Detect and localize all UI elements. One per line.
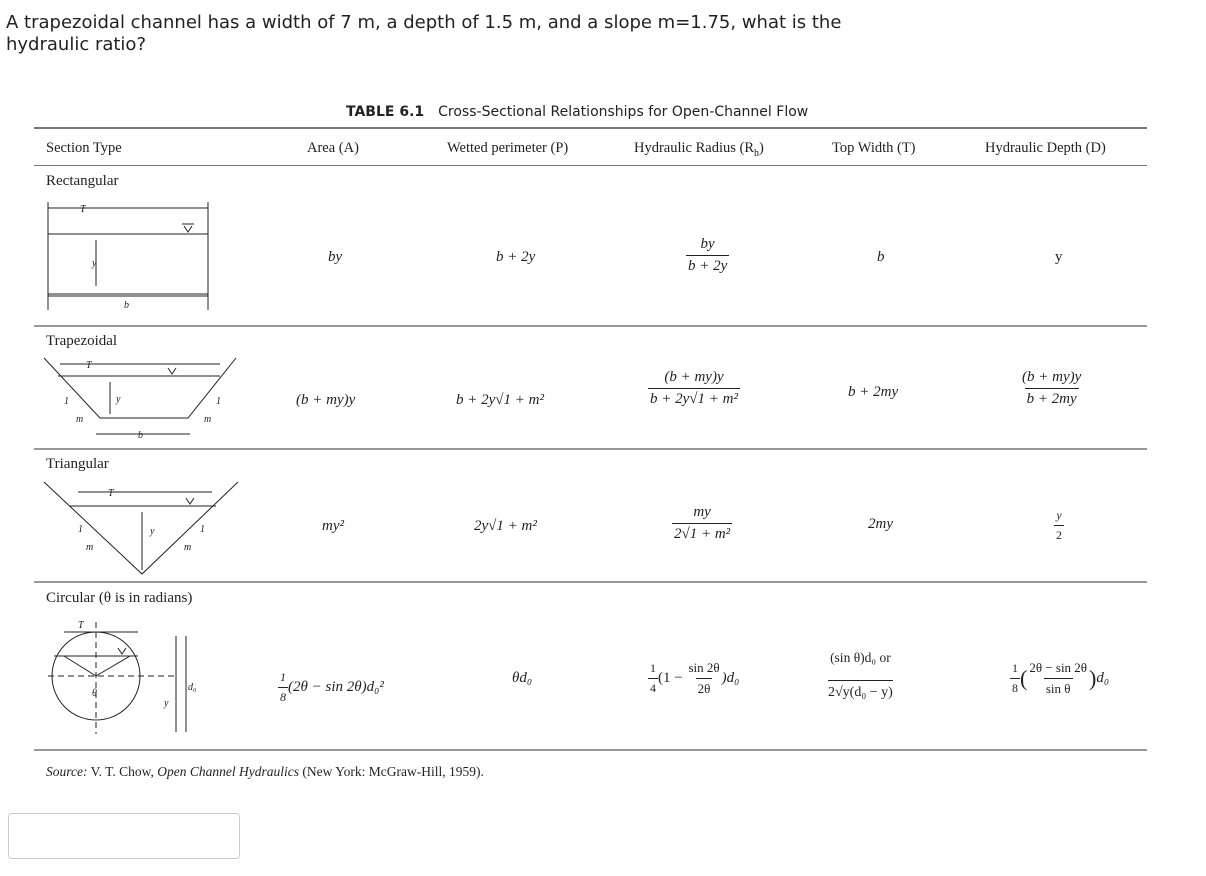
circ-radius-frac-num: 1 (650, 661, 656, 675)
trap-radius-num: (b + my)y (664, 369, 724, 385)
circ-area (278, 670, 384, 705)
tri-label-y: y (150, 526, 155, 537)
source-publisher: (New York: McGraw-Hill, 1959). (302, 764, 484, 779)
circ-top-width (828, 650, 893, 701)
trap-label-m-right: m (204, 414, 212, 425)
circ-perimeter: θd₀ (512, 670, 533, 686)
tri-label-m-left: m (86, 542, 94, 553)
trap-depth-num: (b + my)y (1022, 369, 1082, 385)
rect-perimeter: b + 2y (496, 249, 536, 265)
table-caption (346, 104, 808, 120)
circ-label-d0: d₀ (188, 682, 197, 693)
section-rectangular-label: Rectangular (46, 173, 119, 189)
circ-area-frac-den: 8 (278, 687, 288, 705)
trap-label-1-left: 1 (64, 396, 69, 407)
header-top-width: Top Width (T) (832, 140, 916, 156)
label-T: T (80, 204, 86, 215)
section-triangular-label: Triangular (46, 456, 109, 472)
top-rule (34, 127, 1147, 129)
circ-depth-frac-den: 8 (1010, 678, 1020, 696)
trapezoidal-diagram (40, 352, 240, 442)
header-hydraulic-radius-text: Hydraulic Radius (R (634, 140, 755, 156)
circ-radius-inner-num: sin 2θ (688, 660, 720, 675)
circ-area-frac-num: 1 (280, 670, 286, 684)
circ-radius (648, 660, 739, 697)
circ-top-width-line-1: (sin θ)d₀ or (830, 650, 891, 665)
source-citation (46, 764, 484, 780)
source-author: V. T. Chow, (90, 764, 154, 779)
table-title: Cross-Sectional Relationships for Open-Channel Flow (438, 104, 809, 120)
circ-depth-post: d₀ (1096, 669, 1110, 686)
header-hydraulic-radius: Hydraulic Radius $(R_h)$ (634, 140, 764, 159)
table-number: TABLE 6.1 (346, 104, 425, 120)
circ-label-T: T (78, 620, 84, 631)
header-rule (34, 165, 1147, 166)
tri-label-m-right: m (184, 542, 192, 553)
question-line-2: hydraulic ratio? (6, 34, 147, 55)
header-area: Area (A) (307, 140, 359, 156)
circ-depth-frac-num: 1 (1012, 661, 1018, 675)
row-divider-1 (34, 325, 1147, 327)
tri-label-T: T (108, 488, 114, 499)
tri-radius-num: my (693, 504, 711, 520)
source-book: Open Channel Hydraulics (157, 764, 299, 779)
trap-depth-den: b + 2my (1025, 388, 1079, 408)
trap-perimeter: b + 2y√1 + m² (456, 392, 544, 408)
header-wetted-perimeter: Wetted perimeter (P) (447, 140, 569, 156)
rect-radius-num: by (700, 236, 715, 252)
section-circular-label: Circular (θ is in radians) (46, 590, 193, 606)
rect-radius-den: b + 2y (686, 255, 729, 275)
trap-radius-den: b + 2y√1 + m² (648, 388, 740, 408)
trap-top-width: b + 2my (848, 384, 899, 400)
tri-label-1-right: 1 (200, 524, 205, 535)
circ-depth-inner-num: 2θ − sin 2θ (1029, 660, 1088, 675)
question-line-1: A trapezoidal channel has a width of 7 m, a depth of 1.5 m, and a slope m=1.75, what is the (6, 12, 842, 33)
trap-radius (648, 369, 740, 408)
circ-depth-inner-den: sin θ (1044, 678, 1073, 697)
rect-depth: y (1055, 249, 1063, 265)
circ-top-width-line-2: 2√y(d₀ − y) (828, 680, 893, 701)
trap-label-T: T (86, 360, 92, 371)
row-divider-3 (34, 581, 1147, 583)
section-trapezoidal-label: Trapezoidal (46, 333, 118, 349)
circ-radius-post: )d₀ (721, 669, 740, 686)
trap-label-b: b (138, 430, 143, 441)
circ-label-theta: θ (92, 688, 97, 699)
triangular-diagram (40, 478, 240, 578)
tri-depth-den: 2 (1054, 525, 1064, 543)
rectangular-diagram (40, 198, 220, 318)
trap-label-m-left: m (76, 414, 84, 425)
circular-diagram (40, 614, 240, 744)
row-divider-2 (34, 448, 1147, 450)
answer-input[interactable] (8, 813, 240, 859)
trap-area: (b + my)y (296, 392, 356, 408)
tri-perimeter: 2y√1 + m² (474, 518, 537, 534)
circ-radius-frac-den: 4 (648, 678, 658, 696)
header-section-type: Section Type (46, 140, 122, 156)
trap-label-y: y (116, 394, 121, 405)
tri-radius-den: 2√1 + m² (672, 523, 732, 543)
circ-depth: $\frac{1}{8}$ ( $\frac{2\theta - \sin 2\theta}{\text{sin θ}}$ )d₀ (1012, 660, 1110, 696)
circ-label-y: y (164, 698, 169, 709)
tri-radius (672, 504, 732, 543)
tri-depth (1054, 508, 1064, 543)
source-prefix: Source: (46, 764, 88, 779)
label-y: y (92, 258, 97, 269)
question-text (6, 12, 886, 56)
header-hydraulic-radius-sub: h (754, 147, 760, 159)
trap-depth (1020, 369, 1083, 408)
header-hydraulic-depth: Hydraulic Depth (D) (985, 140, 1106, 156)
tri-label-1-left: 1 (78, 524, 83, 535)
tri-depth-num: y (1056, 508, 1062, 522)
rect-radius (686, 236, 729, 275)
circ-radius-pre: (1 − (658, 669, 683, 686)
bottom-rule (34, 749, 1147, 751)
rect-area: by (328, 249, 343, 265)
tri-top-width: 2my (868, 516, 893, 532)
trap-label-1-right: 1 (216, 396, 221, 407)
tri-area: my² (322, 518, 344, 534)
circ-radius-inner-den: 2θ (696, 678, 713, 697)
rect-top-width: b (877, 249, 885, 265)
circ-area-expr: (2θ − sin 2θ)d₀² (288, 678, 384, 695)
label-b: b (124, 300, 129, 311)
